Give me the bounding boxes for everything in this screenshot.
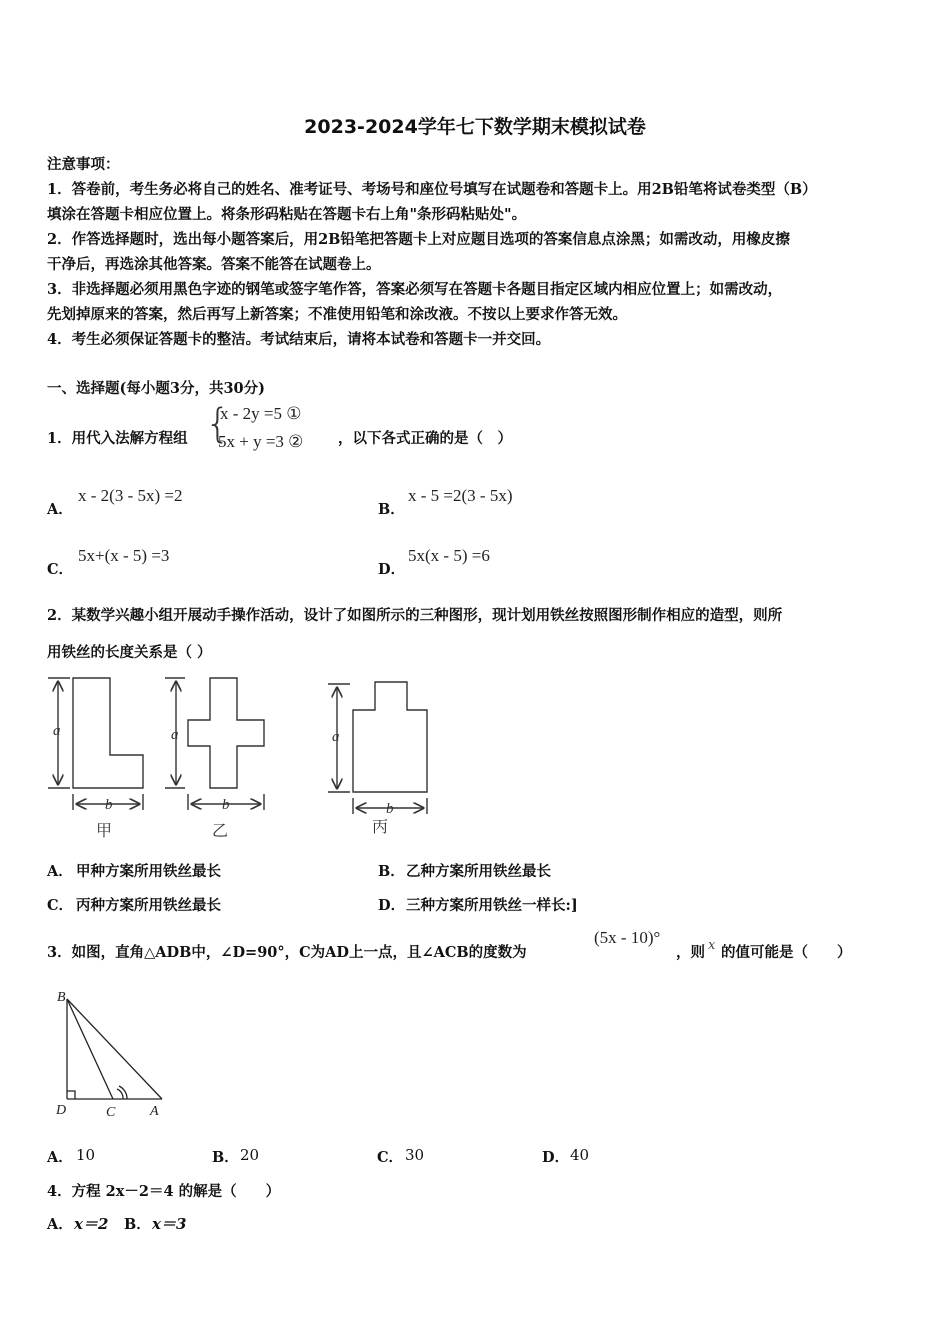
q4-stem: 4．方程 2x－2＝4 的解是（ ） (47, 1183, 281, 1200)
system-brace: { (205, 401, 231, 447)
vertex-a: A (150, 1104, 159, 1119)
notice-line: 4．考生必须保证答题卡的整洁。考试结束后，请将本试卷和答题卡一并交回。 (47, 331, 551, 348)
q3-suffix: 的值可能是（ ） (721, 944, 852, 961)
q3-option-d: 40 (570, 1146, 590, 1164)
q1-suffix: ，以下各式正确的是（ ） (338, 430, 512, 447)
q2-option-b: 乙种方案所用铁丝最长 (406, 863, 551, 880)
label-a: a (171, 727, 179, 743)
caption-yi: 乙 (212, 823, 229, 840)
label-b: b (386, 801, 394, 817)
q3-prefix: 3．如图，直角△ADB中，∠D=90°，C为AD上一点，且∠ACB的度数为 (47, 944, 527, 961)
q1-option-a-label: A． (47, 501, 73, 518)
q3-option-c: 30 (405, 1146, 425, 1164)
label-b: b (222, 797, 230, 813)
q2-option-a: 甲种方案所用铁丝最长 (76, 863, 221, 880)
q3-option-a: 10 (76, 1146, 96, 1164)
q3-angle-expression: (5x - 10)° (594, 928, 661, 947)
q1-option-b-label: B． (378, 501, 405, 518)
q1-option-c-label: C． (47, 561, 74, 578)
notice-line: 干净后，再选涂其他答案。答案不能答在试题卷上。 (47, 256, 381, 273)
q3-option-b-label: B． (212, 1149, 239, 1166)
notice-line: 填涂在答题卡相应位置上。将条形码粘贴在答题卡右上角"条形码粘贴处"。 (47, 206, 527, 223)
shape-jia (73, 678, 143, 788)
q1-equation-1: x - 2y =5 ① (220, 404, 302, 423)
q1-option-d: 5x(x - 5) =6 (408, 546, 490, 565)
notice-heading: 注意事项： (47, 156, 120, 173)
notice-line: 先划掉原来的答案，然后再写上新答案；不准使用铅笔和涂改液。不按以上要求作答无效。 (47, 306, 627, 323)
q1-prefix: 1．用代入法解方程组 (47, 430, 188, 447)
page-title: 2023-2024学年七下数学期末模拟试卷 (304, 116, 646, 138)
q3-option-b: 20 (240, 1146, 260, 1164)
notice-line: 1．答卷前，考生务必将自己的姓名、准考证号、考场号和座位号填写在试题卷和答题卡上。用2B铅笔将试卷类型（B） (47, 181, 817, 198)
q3-option-a-label: A． (47, 1149, 73, 1166)
q3-option-c-label: C． (377, 1149, 404, 1166)
q3-option-d-label: D． (542, 1149, 570, 1166)
q4-option-a-label: A． (47, 1216, 73, 1233)
label-a: a (53, 723, 61, 739)
q1-option-a: x - 2(3 - 5x) =2 (78, 486, 183, 505)
q2-option-b-label: B． (378, 863, 405, 880)
q2-option-a-label: A． (47, 863, 73, 880)
q2-figure (40, 670, 450, 845)
q4-option-a: x＝2 (74, 1215, 109, 1233)
shape-bing (353, 682, 427, 792)
q3-variable: x (708, 938, 716, 953)
q4-option-b-label: B． (124, 1216, 151, 1233)
q4-option-b: x＝3 (152, 1215, 187, 1233)
label-b: b (105, 797, 113, 813)
q1-equation-2: 5x + y =3 ② (218, 432, 304, 451)
q1-option-b: x - 5 =2(3 - 5x) (408, 486, 513, 505)
notice-line: 3．非选择题必须用黑色字迹的钢笔或签字笔作答，答案必须写在答题卡各题目指定区域内相应位置上；如需改动， (47, 281, 783, 298)
q2-option-c-label: C． (47, 897, 74, 914)
vertex-b: B (57, 990, 66, 1005)
q1-option-d-label: D． (378, 561, 406, 578)
caption-bing: 丙 (372, 819, 389, 836)
q1-option-c: 5x+(x - 5) =3 (78, 546, 170, 565)
q2-option-d: 三种方案所用铁丝一样长:] (406, 897, 578, 914)
q2-option-c: 丙种方案所用铁丝最长 (76, 897, 221, 914)
notice-line: 2．作答选择题时，选出每小题答案后，用2B铅笔把答题卡上对应题目选项的答案信息点涂黑；如需改动，用橡皮擦 (47, 231, 790, 248)
q2-stem-line-2: 用铁丝的长度关系是（ ） (47, 644, 212, 661)
vertex-d: D (56, 1103, 67, 1118)
caption-jia: 甲 (96, 823, 113, 840)
q3-triangle-figure (50, 985, 180, 1120)
vertex-c: C (106, 1105, 116, 1120)
q2-stem-line-1: 2．某数学兴趣小组开展动手操作活动，设计了如图所示的三种图形，现计划用铁丝按照图形制作相应的造型，则所 (47, 607, 783, 624)
section-heading: 一、选择题(每小题3分，共30分) (47, 380, 265, 397)
label-a: a (332, 729, 340, 745)
q2-option-d-label: D． (378, 897, 406, 914)
q3-mid: ，则 (676, 944, 705, 961)
shape-yi (188, 678, 264, 788)
